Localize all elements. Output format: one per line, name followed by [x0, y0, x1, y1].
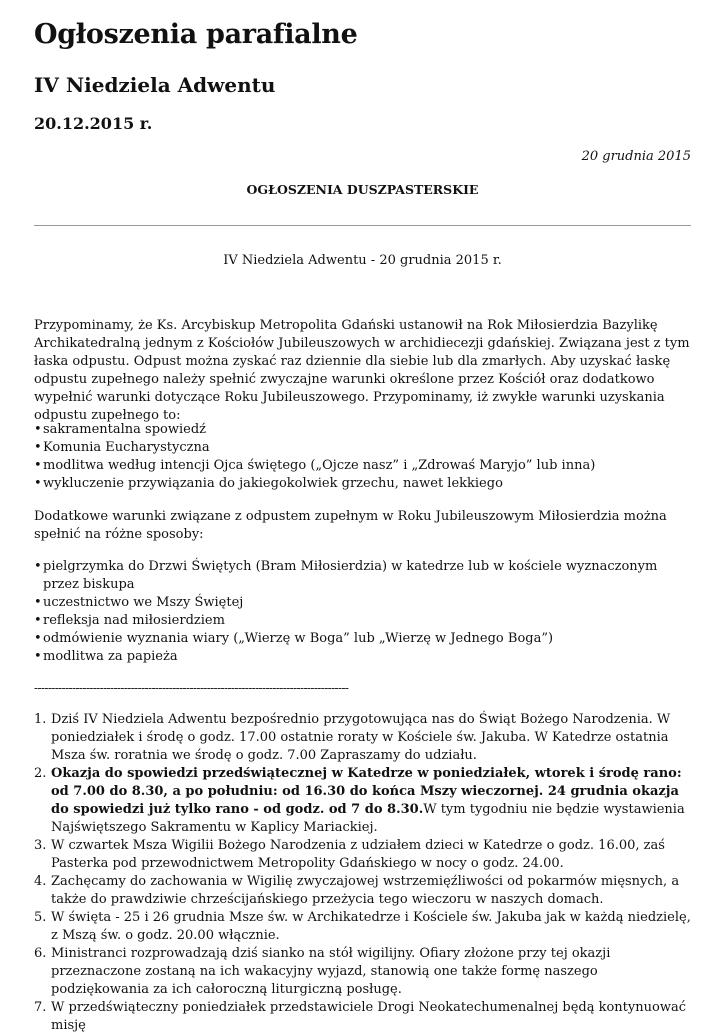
item-bold-text: Okazja do spowiedzi przedświątecznej w Katedrze w poniedziałek, wtorek i środę rano: od 7.00 do 8.30, a po południu: od 16.30 do końca Mszy wieczornej. 24 grudnia okazja do spowiedzi już tylko rano - od godz. od 7 do 8.30. [51, 766, 682, 817]
item-text: W tym tygodniu nie będzie wystawienia Najświętszego Sakramentu w Kaplicy Mariackiej. [51, 802, 685, 835]
announcement-item [34, 765, 691, 837]
announcement-item [34, 837, 691, 873]
list-item: • odmówienie wyznania wiary („Wierzę w Boga” lub „Wierzę w Jednego Boga”) [34, 630, 691, 648]
announcement-item [34, 999, 691, 1035]
item-number: 3. [34, 838, 47, 853]
item-text: W przedświąteczny poniedziałek przedstawiciele Drogi Neokatechumenalnej będą kontynuować misję [51, 1000, 686, 1033]
center-subtitle: IV Niedziela Adwentu - 20 grudnia 2015 r. [223, 253, 502, 268]
item-text: W święta - 25 i 26 grudnia Msze św. w Archikatedrze i Kościele św. Jakuba jak w każdą niedzielę, z Mszą św. o godz. 20.00 włącznie. [51, 910, 691, 943]
item-text: Ministranci rozprowadzają dziś sianko na stół wigilijny. Ofiary złożone przy tej okazji przeznaczone zostaną na ich wakacyjny wyjazd, stanowią one także formę naszego podziękowania za ich całoroczną liturgiczną posługę. [51, 946, 611, 997]
list-item: • sakramentalna spowiedź [34, 421, 691, 439]
announcements-list [34, 711, 691, 1035]
intro-block [34, 317, 691, 425]
item-number: 7. [34, 1000, 47, 1015]
list-item: • refleksja nad miłosierdziem [34, 612, 691, 630]
additional-block [34, 508, 691, 544]
additional-paragraph: Dodatkowe warunki związane z odpustem zupełnym w Roku Jubileuszowym Miłosierdzia można spełnić na różne sposoby: [34, 509, 667, 542]
item-number: 1. [34, 712, 47, 727]
list-item: • modlitwa za papieża [34, 648, 691, 666]
list-item: • uczestnictwo we Mszy Świętej [34, 594, 691, 612]
list-item: • Komunia Eucharystyczna [34, 439, 691, 457]
page-subtitle: IV Niedziela Adwentu [34, 73, 276, 97]
list-item: • pielgrzymka do Drzwi Świętych (Bram Miłosierdzia) w katedrze lub w kościele wyznaczonym przez biskupa [34, 558, 691, 594]
item-number: 6. [34, 946, 47, 961]
announcement-item [34, 909, 691, 945]
horizontal-rule [34, 225, 691, 226]
announcements-block [34, 711, 691, 1035]
conditions-list [34, 421, 691, 493]
page-title: Ogłoszenia parafialne [34, 19, 358, 50]
page-date: 20.12.2015 r. [34, 114, 153, 133]
item-number: 4. [34, 874, 47, 889]
announcement-item [34, 945, 691, 999]
additional-conditions-list [34, 558, 691, 666]
list-item: • wykluczenie przywiązania do jakiegokolwiek grzechu, nawet lekkiego [34, 475, 691, 493]
conditions-block [34, 421, 691, 493]
announcement-item [34, 873, 691, 909]
list-item: • modlitwa według intencji Ojca świętego („Ojcze nasz” i „Zdrowaś Maryjo” lub inna) [34, 457, 691, 475]
dashed-separator: ------------------------------------------------------------------------------------------- [34, 681, 349, 695]
item-number: 5. [34, 910, 47, 925]
additional-conditions-block [34, 558, 691, 666]
announcement-item [34, 711, 691, 765]
item-text: Dziś IV Niedziela Adwentu bezpośrednio przygotowująca nas do Świąt Bożego Narodzenia. W poniedziałek i środę o godz. 17.00 ostatnie roraty w Kościele św. Jakuba. W Katedrze ostatnia Msza św. roratnia we środę o godz. 7.00 Zapraszamy do udziału. [51, 712, 671, 763]
item-number: 2. [34, 766, 47, 781]
section-title: OGŁOSZENIA DUSZPASTERSKIE [246, 182, 479, 197]
intro-paragraph: Przypominamy, że Ks. Arcybiskup Metropolita Gdański ustanowił na Rok Miłosierdzia Bazylikę Archikatedralną jednym z Kościołów Jubileuszowych w archidiecezji gdańskiej. Związana jest z tym łaska odpustu. Odpust można zyskać raz dziennie dla siebie lub dla zmarłych. Aby uzyskać łaskę odpustu zupełnego należy spełnić zwyczajne warunki określone przez Kościół oraz dodatkowo wypełnić warunki dotyczące Roku Jubileuszowego. Przypominamy, iż zwykłe warunki uzyskania odpustu zupełnego to: [34, 318, 690, 423]
date-right: 20 grudnia 2015 [581, 149, 691, 164]
item-text: Zachęcamy do zachowania w Wigilię zwyczajowej wstrzemięźliwości od pokarmów mięsnych, a także do prawdziwie chrześcijańskiego przeżycia tego wieczoru w naszych domach. [51, 874, 680, 907]
item-text: W czwartek Msza Wigilii Bożego Narodzenia z udziałem dzieci w Katedrze o godz. 16.00, zaś Pasterka pod przewodnictwem Metropolity Gdańskiego w nocy o godz. 24.00. [51, 838, 665, 871]
